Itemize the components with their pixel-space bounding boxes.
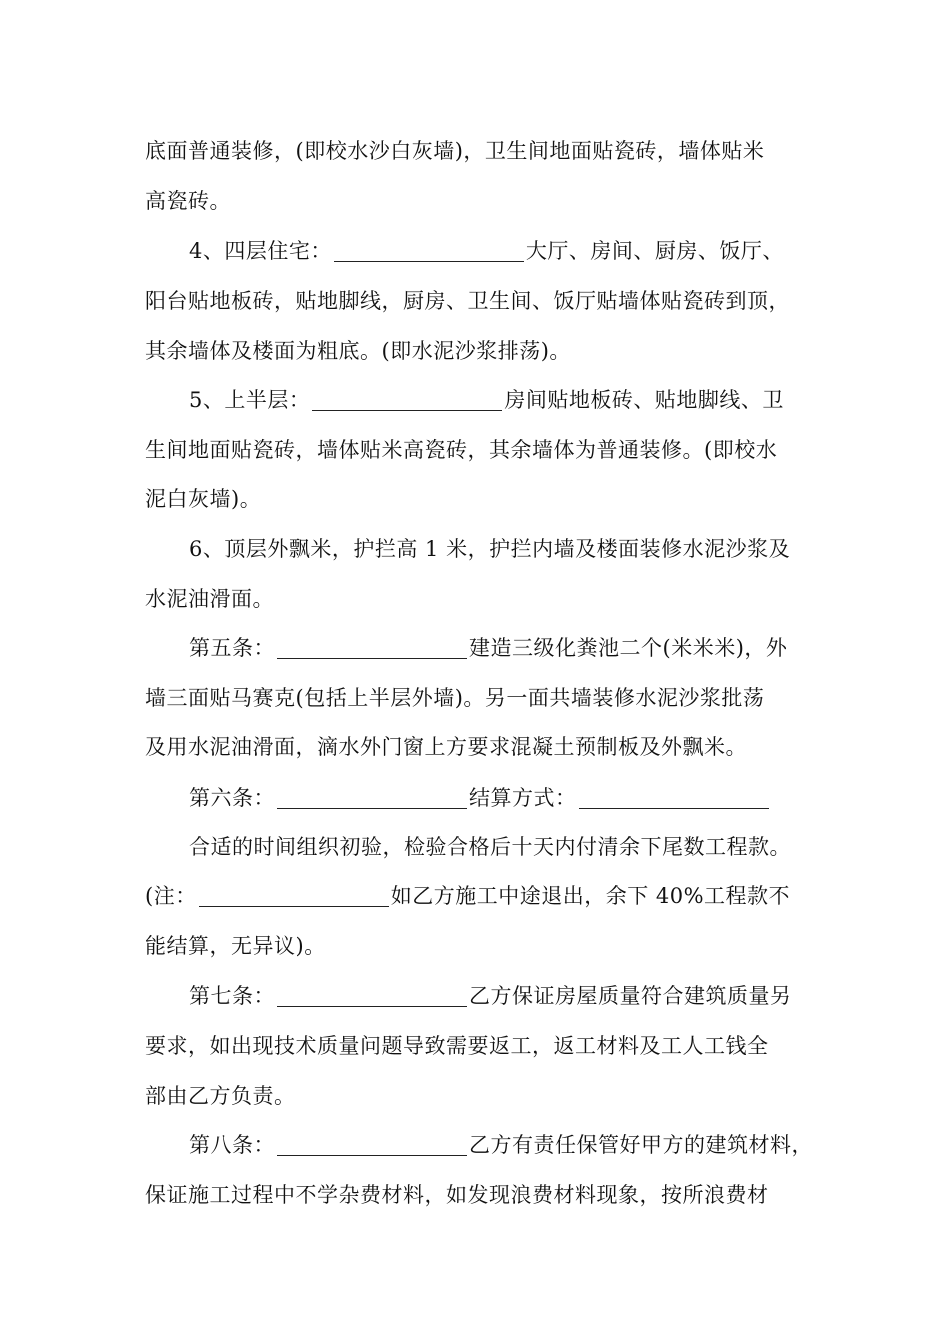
text-line bbox=[145, 827, 859, 867]
text-run: 乙方有责任保管好甲方的建筑材料， bbox=[469, 1133, 813, 1157]
text-line bbox=[145, 131, 815, 171]
text-line bbox=[145, 281, 815, 321]
text-line bbox=[145, 976, 859, 1016]
fill-in-blank bbox=[277, 778, 467, 809]
text-line bbox=[145, 926, 815, 966]
text-run: 生间地面贴瓷砖，墙体贴米高瓷砖，其余墙体为普通装修。(即校水 bbox=[145, 438, 778, 462]
fill-in-blank bbox=[277, 628, 467, 659]
text-run: 5、上半层： bbox=[189, 388, 311, 412]
text-line bbox=[145, 778, 859, 818]
text-line bbox=[145, 579, 815, 619]
text-run: 泥白灰墙)。 bbox=[145, 487, 262, 511]
text-run: 第六条： bbox=[189, 786, 275, 810]
fill-in-blank bbox=[312, 380, 502, 411]
text-run: 第七条： bbox=[189, 984, 275, 1008]
fill-in-blank bbox=[579, 778, 769, 809]
text-run: 高瓷砖。 bbox=[145, 189, 231, 213]
text-run: 其余墙体及楼面为粗底。(即水泥沙浆排荡)。 bbox=[145, 339, 571, 363]
text-line bbox=[145, 529, 859, 569]
text-line bbox=[145, 1175, 815, 1215]
text-run: 4、四层住宅： bbox=[189, 239, 332, 263]
text-run: 结算方式： bbox=[469, 786, 577, 810]
text-line bbox=[145, 380, 859, 420]
text-run: 阳台贴地板砖，贴地脚线，厨房、卫生间、饭厅贴墙体贴瓷砖到顶， bbox=[145, 289, 790, 313]
text-run: 保证施工过程中不学杂费材料，如发现浪费材料现象，按所浪费材 bbox=[145, 1183, 769, 1207]
text-run: 第八条： bbox=[189, 1133, 275, 1157]
text-run: 大厅、房间、厨房、饭厅、 bbox=[525, 239, 784, 263]
text-run: 乙方保证房屋质量符合建筑质量另 bbox=[469, 984, 792, 1008]
fill-in-blank bbox=[277, 976, 467, 1007]
text-run: 合适的时间组织初验，检验合格后十天内付清余下尾数工程款。 bbox=[189, 835, 791, 859]
text-run: 如乙方施工中途退出，余下 40%工程款不 bbox=[390, 884, 791, 908]
text-line bbox=[145, 1125, 859, 1165]
fill-in-blank bbox=[334, 231, 524, 262]
text-run: (注： bbox=[145, 884, 197, 908]
text-run: 房间贴地板砖、贴地脚线、卫 bbox=[504, 388, 784, 412]
text-line bbox=[145, 331, 815, 371]
text-line bbox=[145, 727, 815, 767]
text-line bbox=[145, 1076, 815, 1116]
text-run: 6、顶层外飘米，护拦高 1 米，护拦内墙及楼面装修水泥沙浆及 bbox=[189, 537, 791, 561]
text-run: 墙三面贴马赛克(包括上半层外墙)。另一面共墙装修水泥沙浆批荡 bbox=[145, 686, 765, 710]
text-run: 部由乙方负责。 bbox=[145, 1084, 296, 1108]
text-run: 要求，如出现技术质量问题导致需要返工，返工材料及工人工钱全 bbox=[145, 1034, 769, 1058]
text-line bbox=[145, 479, 815, 519]
text-run: 底面普通装修，(即校水沙白灰墙)，卫生间地面贴瓷砖，墙体贴米 bbox=[145, 139, 765, 163]
text-line bbox=[145, 231, 859, 271]
text-line bbox=[145, 430, 815, 470]
text-line bbox=[145, 181, 815, 221]
text-line bbox=[145, 628, 859, 668]
fill-in-blank bbox=[277, 1125, 467, 1156]
text-line bbox=[145, 678, 815, 718]
text-line bbox=[145, 876, 815, 916]
text-run: 能结算，无异议)。 bbox=[145, 934, 326, 958]
text-run: 建造三级化粪池二个(米米米)，外 bbox=[469, 636, 788, 660]
fill-in-blank bbox=[199, 876, 389, 907]
text-run: 第五条： bbox=[189, 636, 275, 660]
text-line bbox=[145, 1026, 815, 1066]
text-run: 及用水泥油滑面，滴水外门窗上方要求混凝土预制板及外飘米。 bbox=[145, 735, 747, 759]
text-run: 水泥油滑面。 bbox=[145, 587, 274, 611]
